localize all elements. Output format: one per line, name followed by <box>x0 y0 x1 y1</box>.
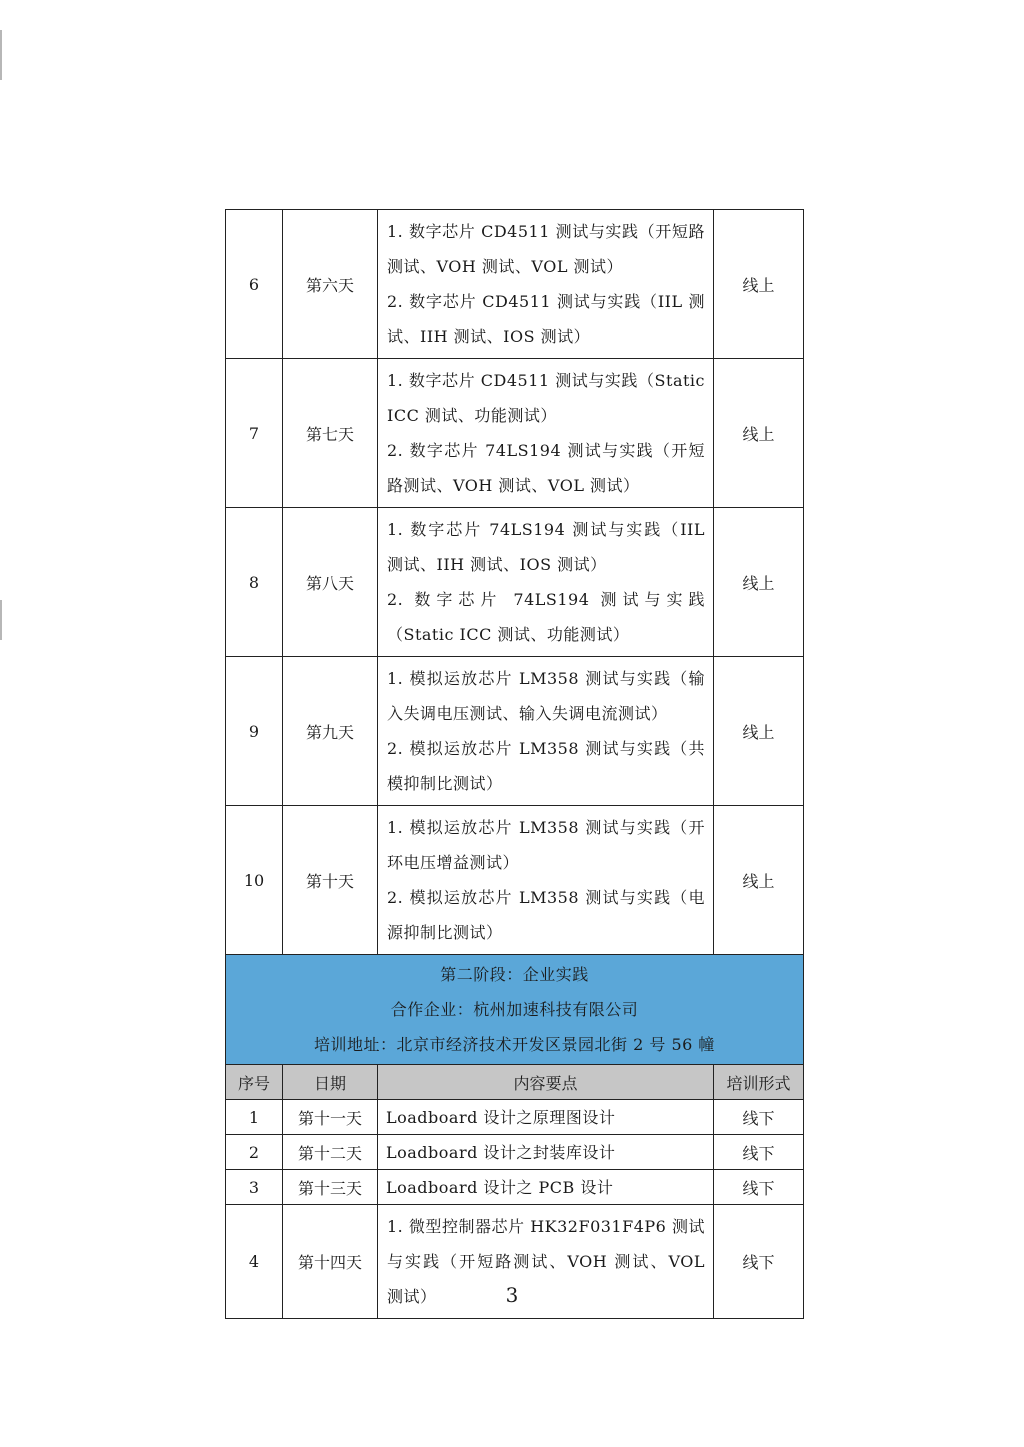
table-row <box>226 508 804 657</box>
row-day: 第十一天 <box>283 1100 378 1135</box>
header-num: 序号 <box>226 1065 283 1100</box>
row-number: 4 <box>226 1205 283 1319</box>
row-mode: 线下 <box>714 1100 804 1135</box>
row-content <box>378 210 714 359</box>
row-content <box>378 508 714 657</box>
row-number: 3 <box>226 1170 283 1205</box>
content-item: 1. 数字芯片 74LS194 测试与实践（IIL 测试、IIH 测试、IOS 测试） <box>387 520 705 574</box>
row-content <box>378 657 714 806</box>
row-day: 第十四天 <box>283 1205 378 1319</box>
stage-partner: 合作企业：杭州加速科技有限公司 <box>390 1000 639 1019</box>
content-item: 2. 模拟运放芯片 LM358 测试与实践（共模抑制比测试） <box>387 739 705 793</box>
stage-title: 第二阶段：企业实践 <box>440 965 589 984</box>
row-mode: 线下 <box>714 1135 804 1170</box>
content-item: 2. 数字芯片 CD4511 测试与实践（IIL 测试、IIH 测试、IOS 测试） <box>387 292 705 346</box>
row-content: Loadboard 设计之 PCB 设计 <box>378 1170 714 1205</box>
content-item: 2. 模拟运放芯片 LM358 测试与实践（电源抑制比测试） <box>387 888 705 942</box>
row-content: Loadboard 设计之封装库设计 <box>378 1135 714 1170</box>
page-number: 3 <box>505 1283 519 1307</box>
content-item: 2. 数字芯片 74LS194 测试与实践（Static ICC 测试、功能测试） <box>387 590 705 644</box>
content-item: 1. 数字芯片 CD4511 测试与实践（Static ICC 测试、功能测试） <box>387 371 705 425</box>
table-row <box>226 657 804 806</box>
row-number: 1 <box>226 1100 283 1135</box>
stage-banner-cell <box>226 955 804 1065</box>
row-day: 第十二天 <box>283 1135 378 1170</box>
row-number: 10 <box>226 806 283 955</box>
stage-banner <box>226 955 804 1065</box>
header-content: 内容要点 <box>378 1065 714 1100</box>
table-row <box>226 210 804 359</box>
row-mode: 线上 <box>714 657 804 806</box>
row-mode: 线上 <box>714 508 804 657</box>
row-content: 1. 微型控制器芯片 HK32F031F4P6 测试与实践（开短路测试、VOH 测试、VOL 测试） <box>378 1205 714 1319</box>
content-item: 2. 数字芯片 74LS194 测试与实践（开短路测试、VOH 测试、VOL 测试） <box>387 441 705 495</box>
row-number: 7 <box>226 359 283 508</box>
table-header-row <box>226 1065 804 1100</box>
row-number: 6 <box>226 210 283 359</box>
header-mode: 培训形式 <box>714 1065 804 1100</box>
row-mode: 线下 <box>714 1170 804 1205</box>
row-day: 第七天 <box>283 359 378 508</box>
row-day: 第十天 <box>283 806 378 955</box>
content-item: 1. 数字芯片 CD4511 测试与实践（开短路测试、VOH 测试、VOL 测试） <box>387 222 705 276</box>
row-mode: 线上 <box>714 210 804 359</box>
content-item: 1. 模拟运放芯片 LM358 测试与实践（输入失调电压测试、输入失调电流测试） <box>387 669 705 723</box>
table-row <box>226 1100 804 1135</box>
row-content: Loadboard 设计之原理图设计 <box>378 1100 714 1135</box>
row-number: 2 <box>226 1135 283 1170</box>
content-item: 1. 模拟运放芯片 LM358 测试与实践（开环电压增益测试） <box>387 818 705 872</box>
header-date: 日期 <box>283 1065 378 1100</box>
stage-address: 培训地址：北京市经济技术开发区景园北街 2 号 56 幢 <box>314 1035 715 1054</box>
row-day: 第九天 <box>283 657 378 806</box>
row-content <box>378 359 714 508</box>
row-day: 第八天 <box>283 508 378 657</box>
table-row <box>226 1170 804 1205</box>
table-row <box>226 359 804 508</box>
scan-edge-mark <box>0 600 2 640</box>
table-row <box>226 806 804 955</box>
row-mode: 线上 <box>714 806 804 955</box>
row-mode: 线上 <box>714 359 804 508</box>
row-content <box>378 806 714 955</box>
scan-edge-mark <box>0 30 2 80</box>
table-row <box>226 1135 804 1170</box>
row-number: 8 <box>226 508 283 657</box>
row-day: 第六天 <box>283 210 378 359</box>
row-number: 9 <box>226 657 283 806</box>
training-schedule-table <box>225 209 804 1319</box>
row-mode: 线下 <box>714 1205 804 1319</box>
row-day: 第十三天 <box>283 1170 378 1205</box>
